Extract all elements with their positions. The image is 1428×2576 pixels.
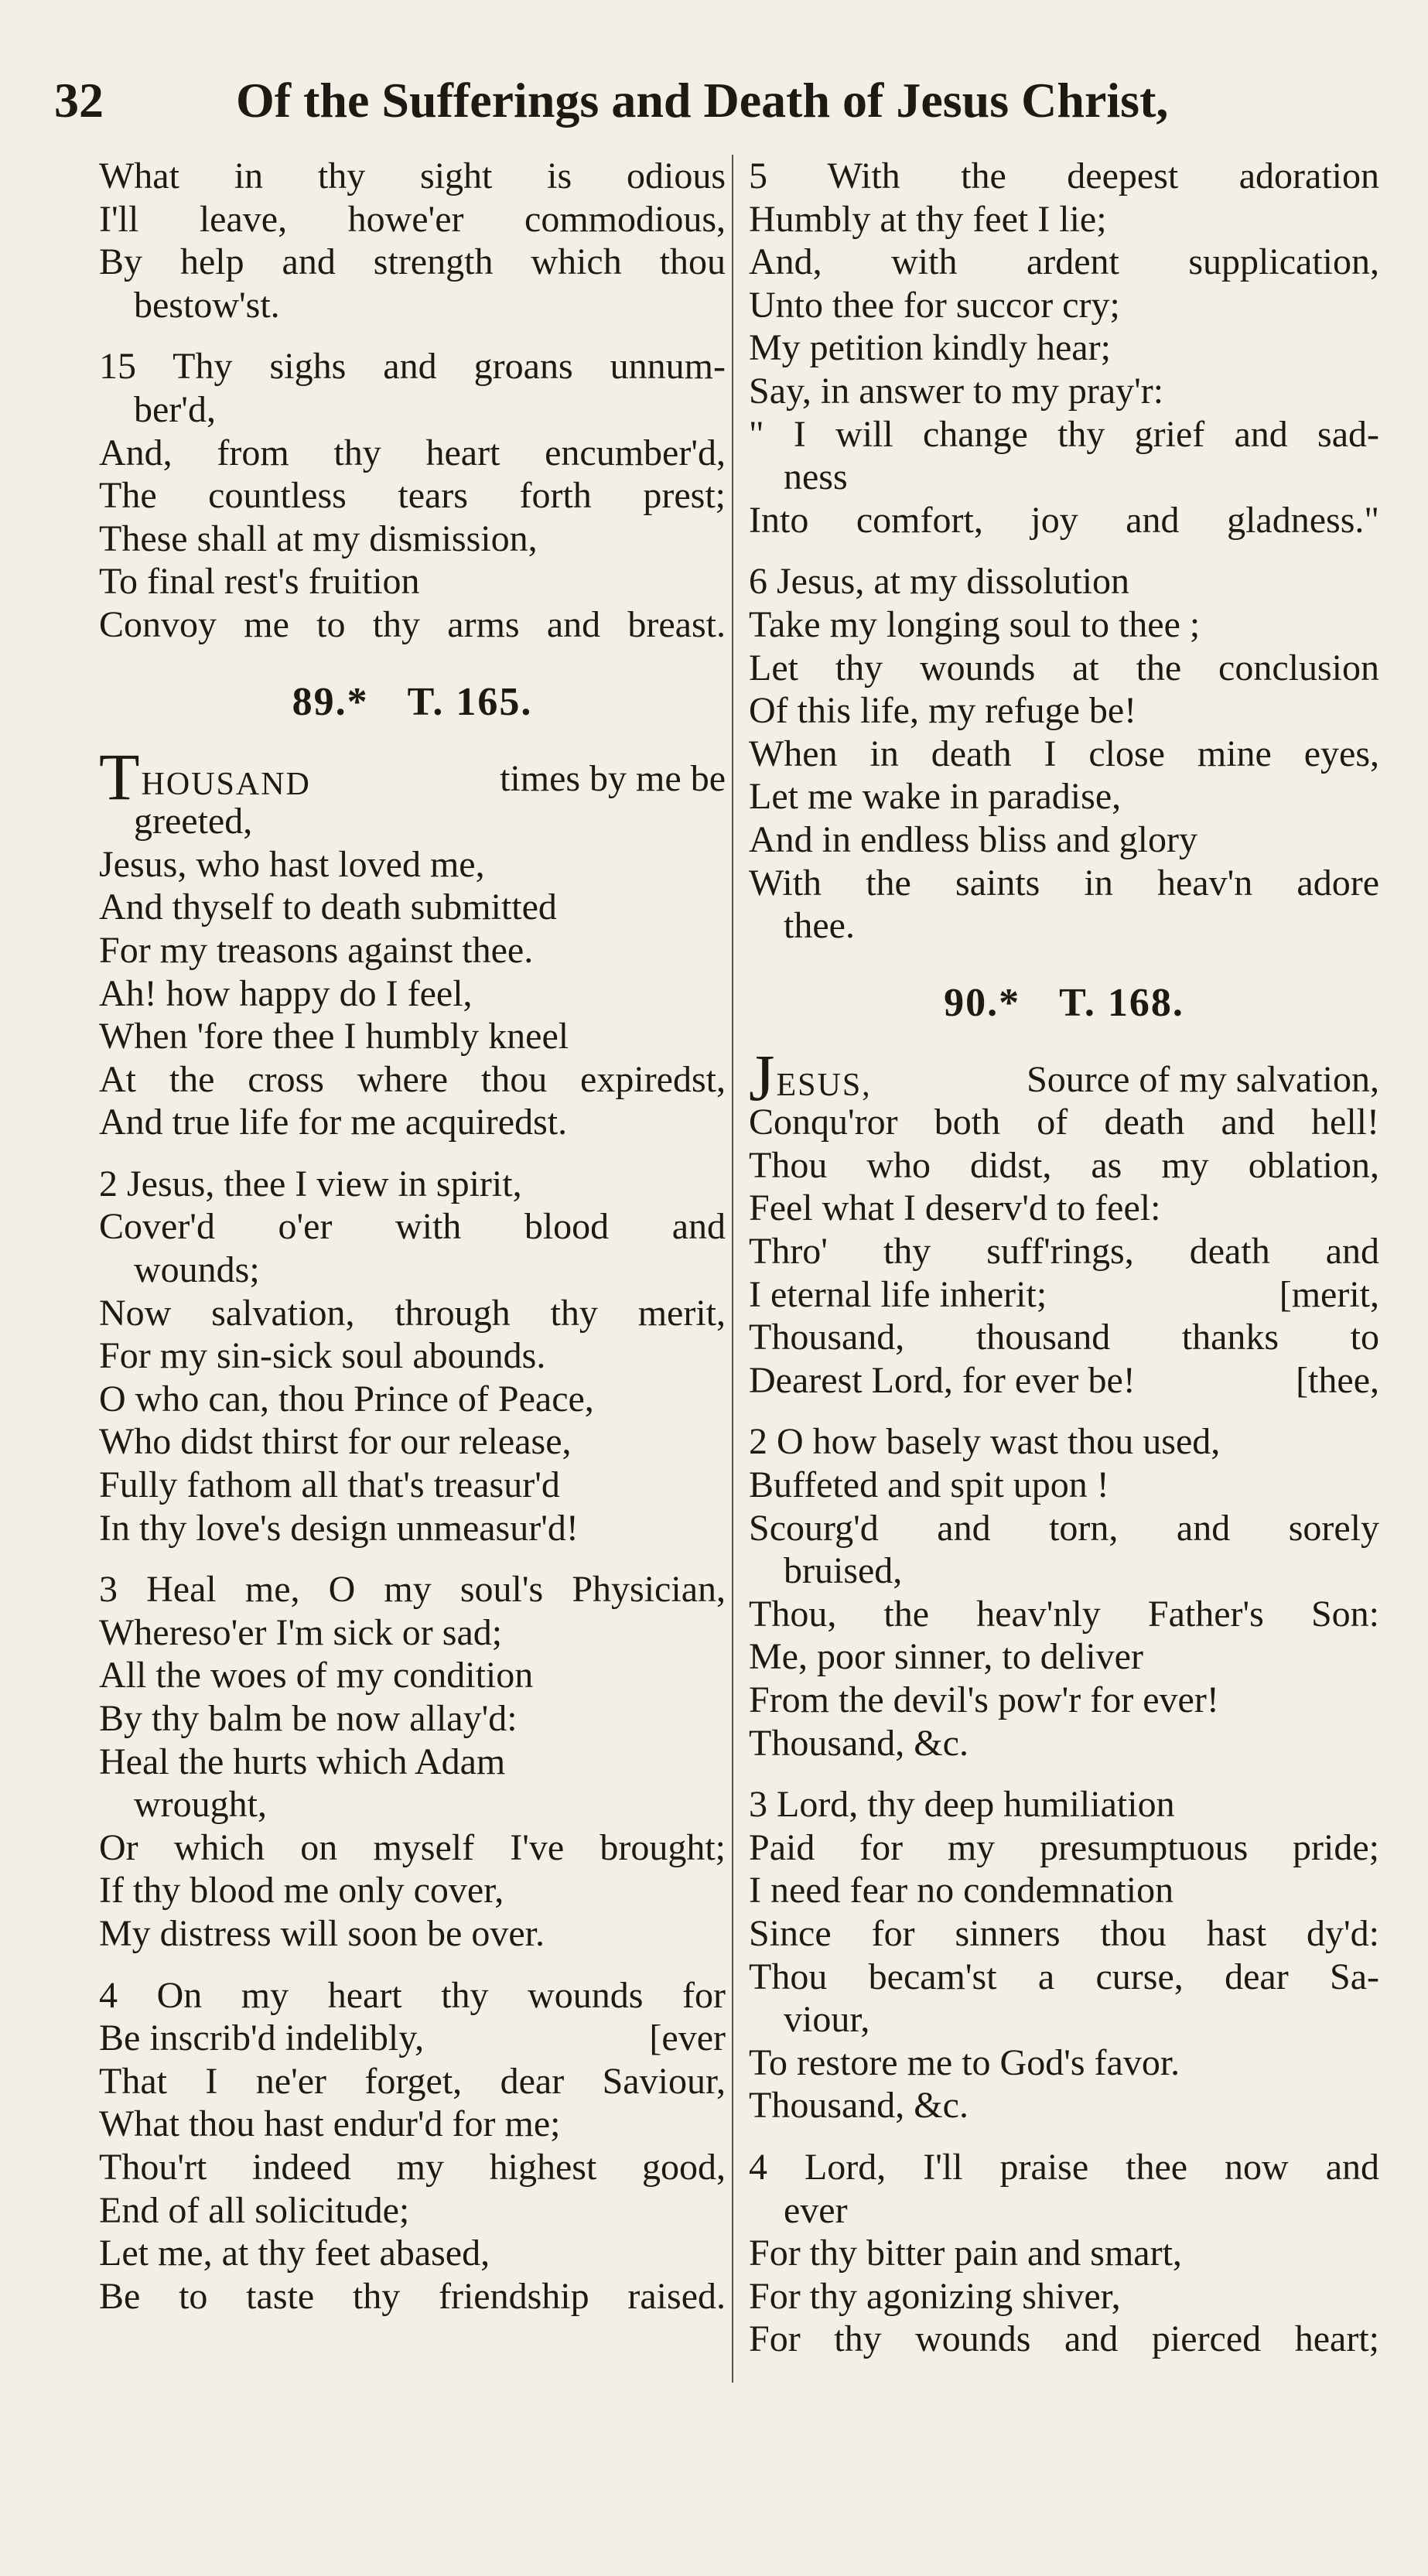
verse-line: 4 Lord, I'll praise thee now and [749, 2146, 1379, 2188]
verse-line: Thou, the heav'nly Father's Son: [749, 1593, 1379, 1635]
verse-line: O who can, thou Prince of Peace, [99, 1378, 594, 1420]
verse-line: Into comfort, joy and gladness." [749, 499, 1379, 541]
verse-line: Convoy me to thy arms and breast. [99, 603, 726, 645]
verse-line: Let me wake in paradise, [749, 776, 1122, 818]
verse-line-main: I eternal life inherit; [749, 1273, 1047, 1315]
verse-line: At the cross where thou expiredst, [99, 1058, 726, 1100]
verse-line [749, 1273, 1379, 1317]
verse-line: Whereso'er I'm sick or sad; [99, 1611, 503, 1653]
verse-line: By thy balm be now allay'd: [99, 1698, 518, 1739]
hymn-88-verse-5 [749, 155, 1379, 542]
verse-line: Or which on myself I've brought; [99, 1826, 726, 1868]
verse-line: Thousand, thousand thanks to [749, 1317, 1379, 1358]
verse-line: And true life for me acquiredst. [99, 1102, 568, 1143]
hymn-tune: T. 165. [407, 679, 533, 724]
verse-line-first [749, 1040, 1379, 1115]
verse-line: For thy bitter pain and smart, [749, 2233, 1182, 2274]
verse-line: Who didst thirst for our release, [99, 1421, 572, 1463]
verse-line: And in endless bliss and glory [749, 818, 1197, 860]
verse-line: When 'fore thee I humbly kneel [99, 1016, 569, 1057]
verse-line: My petition kindly hear; [749, 327, 1111, 369]
verse-line: Cover'd o'er with blood and [99, 1206, 726, 1248]
hymn-90-verse-1 [749, 1040, 1379, 1402]
hymn-tune: T. 168. [1059, 980, 1184, 1025]
hymn-heading-89 [99, 665, 726, 739]
hymn-88-verse-6 [749, 560, 1379, 947]
verse-line: Me, poor sinner, to deliver [749, 1636, 1143, 1678]
verse-line: The countless tears forth prest; [99, 475, 726, 517]
verse-line: wrought, [134, 1784, 267, 1826]
hymn-heading-90 [749, 966, 1379, 1040]
verse-line: 2 Jesus, thee I view in spirit, [99, 1163, 522, 1204]
verse-line: Say, in answer to my pray'r: [749, 370, 1164, 412]
verse-line: For thy wounds and pierced heart; [749, 2318, 1379, 2360]
verse-line: bruised, [784, 1550, 903, 1592]
verse-line: 3 Lord, thy deep humiliation [749, 1784, 1175, 1826]
verse-line: Let me, at thy feet abased, [99, 2233, 490, 2274]
verse-line: Feel what I deserv'd to feel: [749, 1187, 1161, 1229]
verse-line: Of this life, my refuge be! [749, 690, 1137, 732]
verse-line: I need fear no condemnation [749, 1870, 1174, 1912]
verse-line: For my sin-sick soul abounds. [99, 1335, 546, 1377]
verse-line-main: Be inscrib'd indelibly, [99, 2017, 425, 2059]
verse-line: Thou'rt indeed my highest good, [99, 2146, 726, 2188]
running-title: Of the Sufferings and Death of Jesus Christ, [236, 73, 1169, 128]
first-line-rest: Source of my salvation, [1027, 1058, 1379, 1100]
verse-line: All the woes of my condition [99, 1655, 534, 1696]
verse-line: Thousand, &c. [749, 2085, 969, 2127]
verse-15 [99, 345, 726, 646]
verse-line: With the saints in heav'n adore [749, 862, 1379, 904]
verse-line: ness [784, 456, 848, 498]
turnover-word: [ever [649, 2017, 726, 2059]
hymn-89-verse-1 [99, 739, 726, 1144]
verse-line: Paid for my presumptuous pride; [749, 1826, 1379, 1868]
verse-line: Now salvation, through thy merit, [99, 1292, 726, 1334]
verse-line-first [99, 739, 726, 814]
verse-line: My distress will soon be over. [99, 1912, 545, 1954]
verse-line: For thy agonizing shiver, [749, 2275, 1121, 2317]
verse-line: 6 Jesus, at my dissolution [749, 561, 1130, 603]
verse-line: 15 Thy sighs and groans unnum- [99, 346, 726, 388]
verse-line: Unto thee for succor cry; [749, 284, 1120, 326]
running-header [46, 66, 1392, 135]
verse-line: " I will change thy grief and sad- [749, 413, 1379, 455]
verse-continuation [99, 155, 726, 326]
verse-line: ever [784, 2189, 848, 2231]
verse-line: If thy blood me only cover, [99, 1870, 504, 1912]
verse-line: By help and strength which thou [99, 241, 726, 283]
hymn-89-verse-3 [99, 1568, 726, 1955]
first-word: ESUS, [776, 1067, 872, 1103]
verse-line [749, 1359, 1379, 1402]
hymn-89-verse-4 [99, 1974, 726, 2318]
first-line-rest: times by me be [500, 757, 726, 799]
verse-line: Thousand, &c. [749, 1722, 969, 1764]
verse-line: Conqu'ror both of death and hell! [749, 1102, 1379, 1143]
hymn-number: 90.* [944, 980, 1021, 1025]
verse-line: And, with ardent supplication, [749, 241, 1379, 283]
verse-line: Humbly at thy feet I lie; [749, 198, 1107, 240]
verse-line: wounds; [134, 1249, 260, 1291]
verse-line: Be to taste thy friendship raised. [99, 2275, 726, 2317]
drop-cap: J [749, 1040, 775, 1115]
hymn-number: 89.* [292, 679, 369, 724]
verse-line: Heal the hurts which Adam [99, 1741, 506, 1782]
verse-line: 4 On my heart thy wounds for [99, 1974, 726, 2016]
right-column [749, 155, 1379, 2361]
verse-line: Take my longing soul to thee ; [749, 603, 1201, 645]
verse-line: 3 Heal me, O my soul's Physician, [99, 1569, 726, 1611]
verse-line: Buffeted and spit upon ! [749, 1464, 1109, 1506]
verse-line: When in death I close mine eyes, [749, 733, 1379, 774]
verse-line: In thy love's design unmeasur'd! [99, 1507, 579, 1549]
verse-line: Since for sinners thou hast dy'd: [749, 1912, 1379, 1954]
verse-line: Ah! how happy do I feel, [99, 972, 473, 1014]
hymn-89-verse-2 [99, 1163, 726, 1549]
verse-line: That I ne'er forget, dear Saviour, [99, 2060, 726, 2102]
verse-line: What thou hast endur'd for me; [99, 2103, 561, 2145]
verse-line: And, from thy heart encumber'd, [99, 432, 726, 473]
page-number: 32 [54, 73, 104, 128]
verse-line: These shall at my dismission, [99, 518, 538, 559]
turnover-word: [merit, [1279, 1273, 1379, 1315]
column-divider [732, 155, 733, 2383]
hymn-90-verse-4 [749, 2146, 1379, 2361]
left-column [99, 155, 726, 2318]
verse-line: What in thy sight is odious [99, 155, 726, 196]
hymn-90-verse-2 [749, 1420, 1379, 1765]
verse-line: Thro' thy suff'rings, death and [749, 1231, 1379, 1273]
verse-line: Thou who didst, as my oblation, [749, 1144, 1379, 1186]
verse-line: 2 O how basely wast thou used, [749, 1421, 1221, 1463]
verse-line: bestow'st. [134, 284, 280, 326]
verse-line: For my treasons against thee. [99, 929, 534, 971]
verse-line: To final rest's fruition [99, 561, 420, 603]
verse-line: To restore me to God's favor. [749, 2041, 1180, 2083]
verse-line: Let thy wounds at the conclusion [749, 647, 1379, 688]
verse-line: Thou becam'st a curse, dear Sa- [749, 1956, 1379, 1997]
verse-line: Fully fathom all that's treasur'd [99, 1464, 560, 1506]
verse-line-main: Dearest Lord, for ever be! [749, 1359, 1136, 1401]
verse-line: greeted, [134, 801, 253, 842]
verse-line: And thyself to death submitted [99, 887, 557, 928]
verse-line: End of all solicitude; [99, 2189, 410, 2231]
verse-line: Jesus, who hast loved me, [99, 843, 485, 885]
verse-line: I'll leave, howe'er commodious, [99, 198, 726, 240]
verse-line: Scourg'd and torn, and sorely [749, 1507, 1379, 1549]
verse-line: 5 With the deepest adoration [749, 155, 1379, 196]
verse-line [99, 2017, 726, 2060]
drop-cap: T [99, 739, 140, 814]
verse-line: ber'd, [134, 388, 216, 430]
hymn-90-verse-3 [749, 1783, 1379, 2127]
turnover-word: [thee, [1296, 1359, 1379, 1401]
verse-line: viour, [784, 1999, 870, 2041]
first-word: HOUSAND [141, 766, 311, 802]
verse-line: thee. [784, 905, 855, 947]
verse-line: From the devil's pow'r for ever! [749, 1679, 1219, 1720]
